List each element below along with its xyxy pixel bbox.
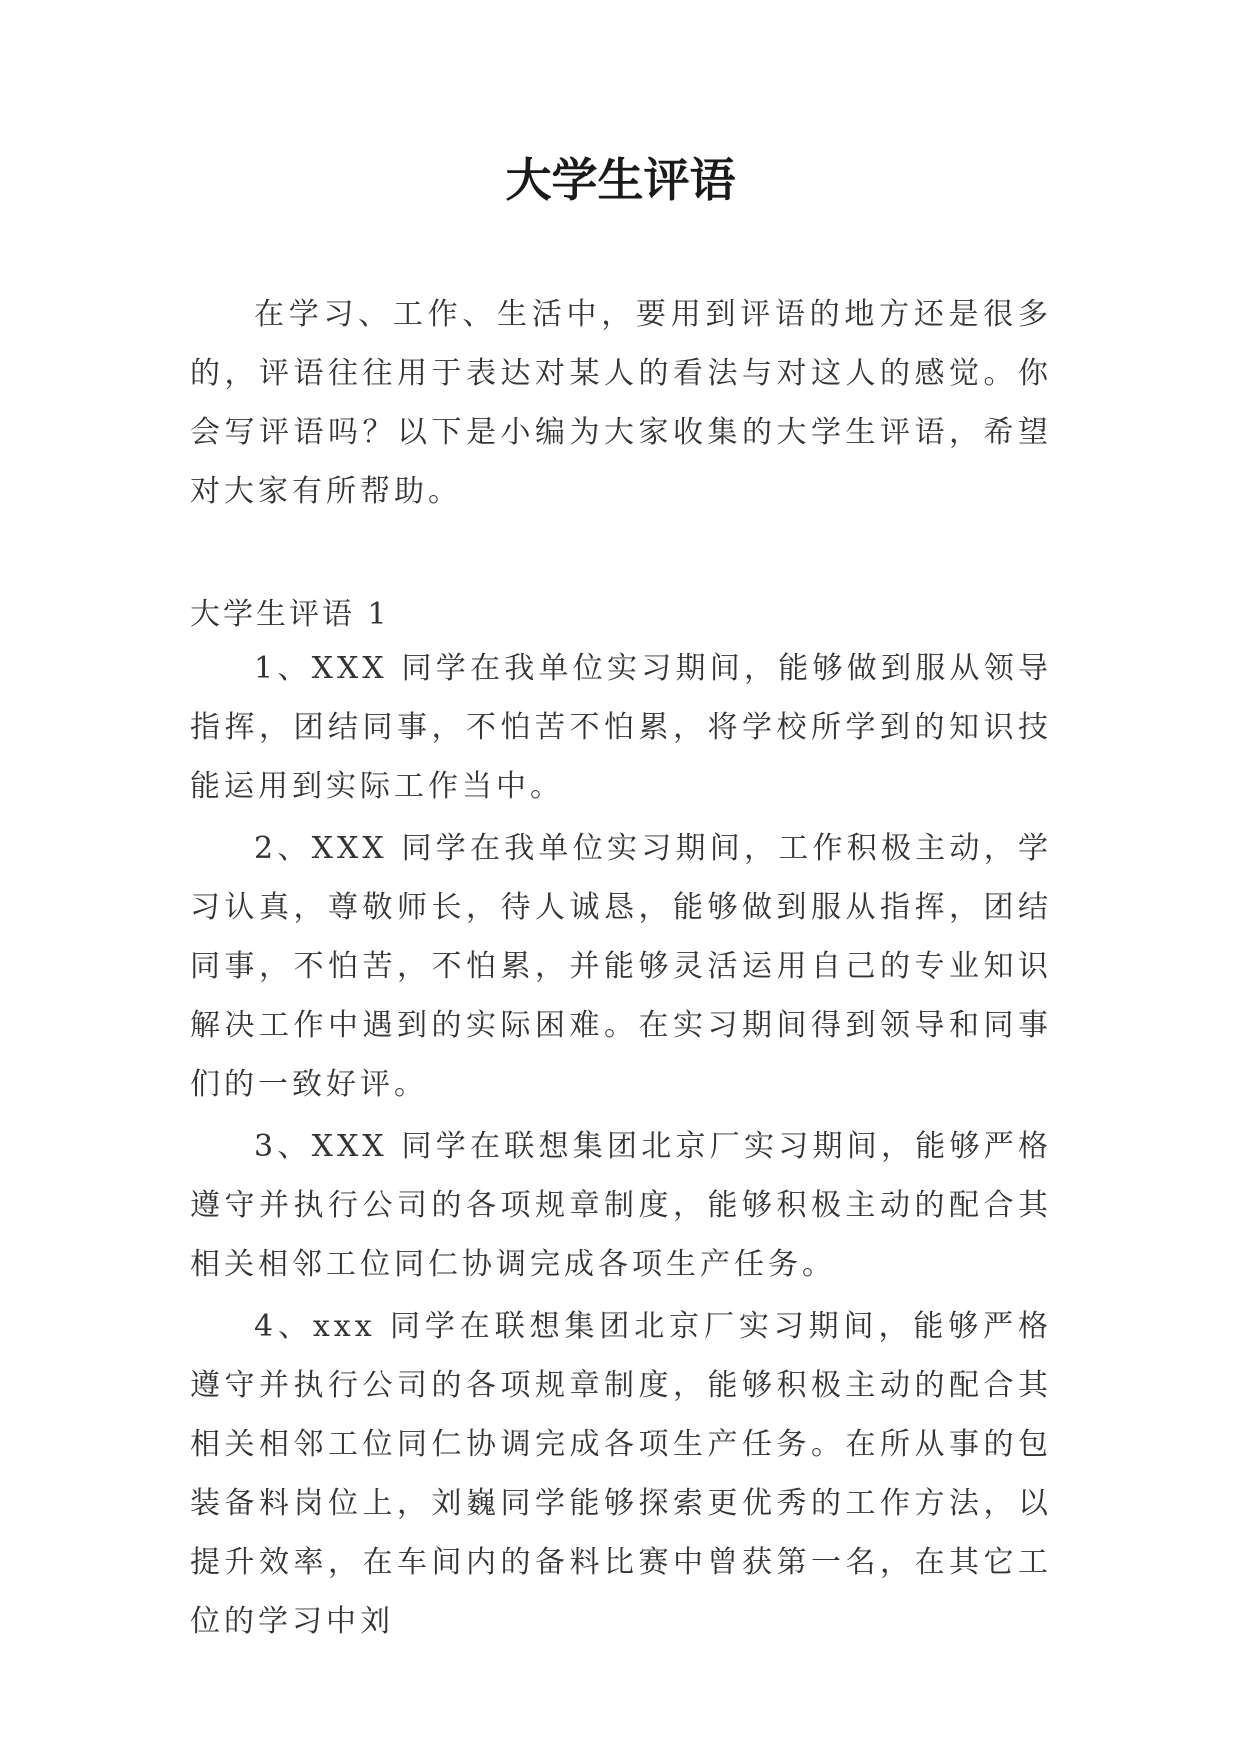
section-heading: 大学生评语 1 [190,597,390,632]
comment-item-3: 3、XXX 同学在联想集团北京厂实习期间，能够严格遵守并执行公司的各项规章制度，能够积极主动的配合其相关相邻工位同仁协调完成各项生产任务。 [190,1129,1052,1282]
document-title: 大学生评语 [505,153,736,207]
intro-paragraph: 在学习、工作、生活中，要用到评语的地方还是很多的，评语往往用于表达对某人的看法与对这人的感觉。你会写评语吗？以下是小编为大家收集的大学生评语，希望对大家有所帮助。 [190,297,1052,509]
comment-item-4: 4、xxx 同学在联想集团北京厂实习期间，能够严格遵守并执行公司的各项规章制度，能够积极主动的配合其相关相邻工位同仁协调完成各项生产任务。在所从事的包装备料岗位上，刘巍同学能够探索更优秀的工作方法，以提升效率，在车间内的备料比赛中曾获第一名，在其它工位的学习中刘 [190,1309,1052,1639]
comment-item-1: 1、XXX 同学在我单位实习期间，能够做到服从领导指挥，团结同事，不怕苦不怕累，将学校所学到的知识技能运用到实际工作当中。 [190,651,1052,804]
comment-item-2: 2、XXX 同学在我单位实习期间，工作积极主动，学习认真，尊敬师长，待人诚恳，能够做到服从指挥，团结同事，不怕苦，不怕累，并能够灵活运用自己的专业知识解决工作中遇到的实际困难。在实习期间得到领导和同事们的一致好评。 [190,831,1052,1102]
intro-section [190,285,1052,521]
comment-list [190,639,1052,1654]
